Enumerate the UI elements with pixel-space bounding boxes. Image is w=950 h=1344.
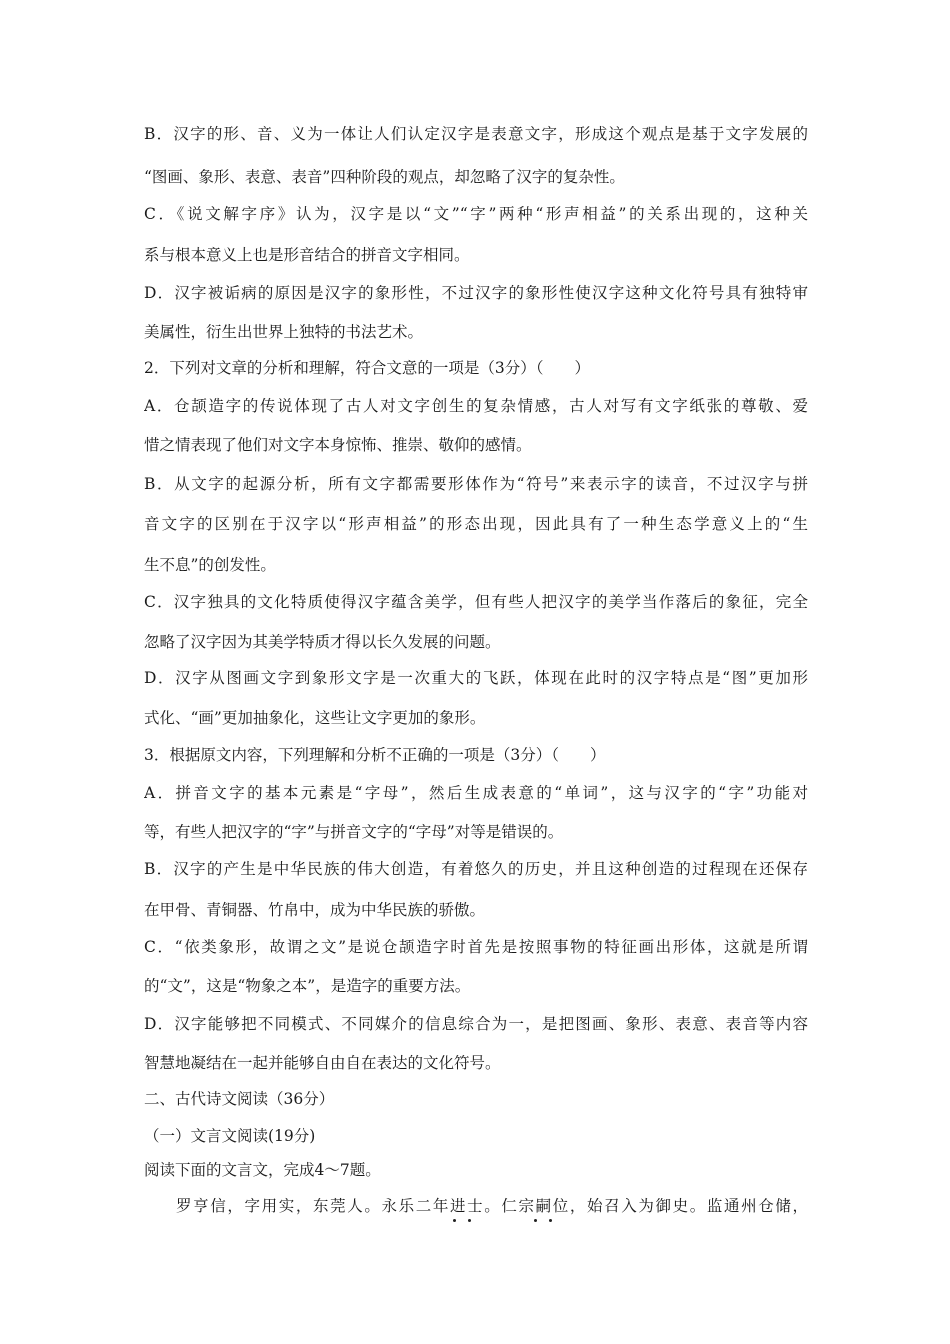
- text-line: 生不息”的创发性。: [144, 556, 276, 574]
- text-line: 音文字的区别在于汉字以“形声相益”的形态出现，因此具有了一种生态学意义上的“生: [144, 515, 808, 533]
- emphasis-dot: [549, 1219, 552, 1222]
- text-line: 的“文”，这是“物象之本”，是造字的重要方法。: [144, 977, 471, 995]
- text-line: D．汉字能够把不同模式、不同媒介的信息综合为一，是把图画、象形、表意、表音等内容: [144, 1015, 808, 1033]
- text-line: 二、古代诗文阅读（36分）: [144, 1090, 335, 1108]
- text-line: 等，有些人把汉字的“字”与拼音文字的“字母”对等是错误的。: [144, 823, 564, 841]
- text-line: C．《说文解字序》认为，汉字是以“文”“字”两种“形声相益”的关系出现的，这种关: [144, 205, 808, 223]
- text-line: A．拼音文字的基本元素是“字母”，然后生成表意的“单词”，这与汉字的“字”功能对: [144, 784, 808, 802]
- text-line: 式化、“画”更加抽象化，这些让文字更加的象形。: [144, 709, 486, 727]
- text-line: 3．根据原文内容，下列理解和分析不正确的一项是（3分）（ ）: [144, 746, 606, 764]
- text-line: B．汉字的形、音、义为一体让人们认定汉字是表意文字，形成这个观点是基于文字发展的: [144, 125, 808, 143]
- text-line: B．从文字的起源分析，所有文字都需要形体作为“符号”来表示字的读音，不过汉字与拼: [144, 475, 808, 493]
- emphasis-dot: [453, 1219, 456, 1222]
- text-line: 系与根本意义上也是形音结合的拼音文字相同。: [144, 246, 470, 264]
- text-line: D．汉字被诟病的原因是汉字的象形性，不过汉字的象形性使汉字这种文化符号具有独特审: [144, 284, 808, 302]
- text-line: A．仓颉造字的传说体现了古人对文字创生的复杂情感，古人对写有文字纸张的尊敬、爱: [144, 397, 808, 415]
- text-line: “图画、象形、表意、表音”四种阶段的观点，却忽略了汉字的复杂性。: [144, 168, 625, 186]
- text-line: 智慧地凝结在一起并能够自由自在表达的文化符号。: [144, 1054, 501, 1072]
- emphasis-dot: [468, 1219, 471, 1222]
- text-line: 美属性，衍生出世界上独特的书法艺术。: [144, 323, 424, 341]
- text-line: 阅读下面的文言文，完成4～7题。: [144, 1161, 381, 1179]
- text-line: C．汉字独具的文化特质使得汉字蕴含美学，但有些人把汉字的美学当作落后的象征，完全: [144, 593, 808, 611]
- text-line: （一）文言文阅读(19分): [144, 1127, 316, 1145]
- text-line: B．汉字的产生是中华民族的伟大创造，有着悠久的历史，并且这种创造的过程现在还保存: [144, 860, 808, 878]
- text-line: 在甲骨、青铜器、竹帛中，成为中华民族的骄傲。: [144, 901, 486, 919]
- emphasis-dot: [534, 1219, 537, 1222]
- text-line: C．“依类象形，故谓之文”是说仓颉造字时首先是按照事物的特征画出形体，这就是所谓: [144, 938, 808, 956]
- text-line: 罗亨信，字用实，东莞人。永乐二年进士。仁宗嗣位，始召入为御史。监通州仓储，: [176, 1197, 808, 1215]
- text-line: 忽略了汉字因为其美学特质才得以长久发展的问题。: [144, 633, 501, 651]
- text-line: 2．下列对文章的分析和理解，符合文意的一项是（3分）（ ）: [144, 359, 590, 377]
- text-line: 惜之情表现了他们对文字本身惊怖、推崇、敬仰的感情。: [144, 436, 532, 454]
- text-line: D．汉字从图画文字到象形文字是一次重大的飞跃，体现在此时的汉字特点是“图”更加形: [144, 669, 808, 687]
